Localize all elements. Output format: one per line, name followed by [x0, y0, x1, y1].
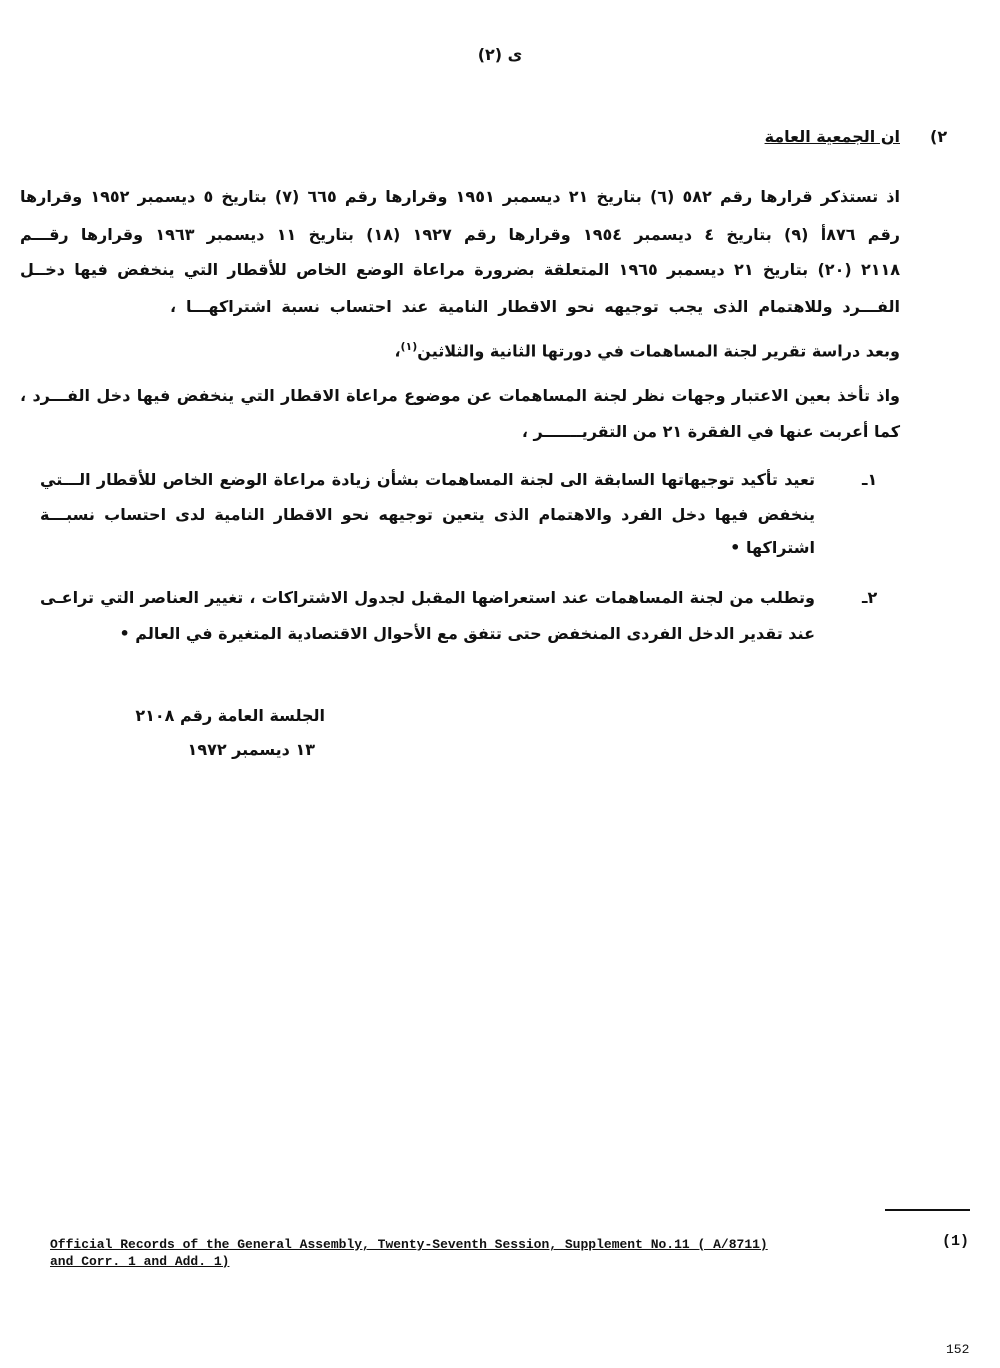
item-number: ١ـ — [862, 470, 878, 489]
preamble-line: ٢١١٨ (٢٠) بتاريخ ٢١ ديسمبر ١٩٦٥ المتعلقة بضرورة مراعاة الوضع الخاص للأقطار التي ينخفض فيها دخــل — [20, 260, 900, 279]
item-number: ٢ـ — [862, 588, 878, 607]
para2-end: ، — [394, 341, 401, 361]
operative-line: تعيد تأكيد توجيهاتها السابقة الى لجنة المساهمات بشأن زيادة مراعاة الوضع الخاص للأقطار الـــتي — [40, 470, 815, 489]
operative-line: وتطلب من لجنة المساهمات عند استعراضها المقبل لجدول الاشتراكات ، تغيير العناصر التي تراعـى — [40, 588, 815, 607]
footnote-line: Official Records of the General Assembly, Twenty-Seventh Session, Supplement No.11 ( A/8711) — [50, 1237, 768, 1252]
preamble-line: الفـــرد وللاهتمام الذى يجب توجيهه نحو الاقطار النامية عند احتساب نسبة اشتراكهـــا ، — [170, 297, 900, 316]
preamble-line: رقم ٨٧٦أ (٩) بتاريخ ٤ ديسمبر ١٩٥٤ وقرارها رقم ١٩٢٧ (١٨) بتاريخ ١١ ديسمبر ١٩٦٣ وقرارها رقـــم — [20, 225, 900, 244]
operative-line: ينخفض فيها دخل الفرد والاهتمام الذى يتعين توجيهه نحو الاقطار النامية لدى احتساب نسبـــة — [40, 505, 815, 524]
preamble-para2 — [394, 336, 900, 362]
meeting-date: ١٣ ديسمبر ١٩٧٢ — [187, 740, 315, 759]
operative-line: عند تقدير الدخل الفردى المنخفض حتى تتفق مع الأحوال الاقتصادية المتغيرة في العالم • — [119, 624, 815, 643]
section-title: ان الجمعية العامة — [764, 127, 900, 146]
preamble-line: كما أعربت عنها في الفقرة ٢١ من التقريـــــــر ، — [521, 422, 900, 441]
footnote-line: and Corr. 1 and Add. 1) — [50, 1254, 230, 1269]
page-reference: ى (٢) — [477, 45, 523, 64]
meeting-number: الجلسة العامة رقم ٢١٠٨ — [135, 706, 325, 725]
preamble-line: اذ تستذكر قرارها رقم ٥٨٢ (٦) بتاريخ ٢١ ديسمبر ١٩٥١ وقرارها رقم ٦٦٥ (٧) بتاريخ ٥ ديسمبر ١٩٥٢ وقرارها — [20, 187, 900, 206]
para2-text: وبعد دراسة تقرير لجنة المساهمات في دورتها الثانية والثلاثين — [417, 341, 900, 361]
operative-line: اشتراكها • — [730, 538, 815, 557]
footnote-ref[interactable]: (١) — [400, 340, 418, 353]
footnote-divider — [885, 1209, 970, 1211]
preamble-line: واذ تأخذ بعين الاعتبار وجهات نظر لجنة المساهمات عن موضوع مراعاة الاقطار التي ينخفض فيها دخل الفـــرد ، — [20, 386, 900, 405]
section-number: ٢) — [930, 127, 948, 146]
footnote-marker: (1) — [942, 1233, 970, 1250]
page-number: 152 — [946, 1342, 970, 1357]
